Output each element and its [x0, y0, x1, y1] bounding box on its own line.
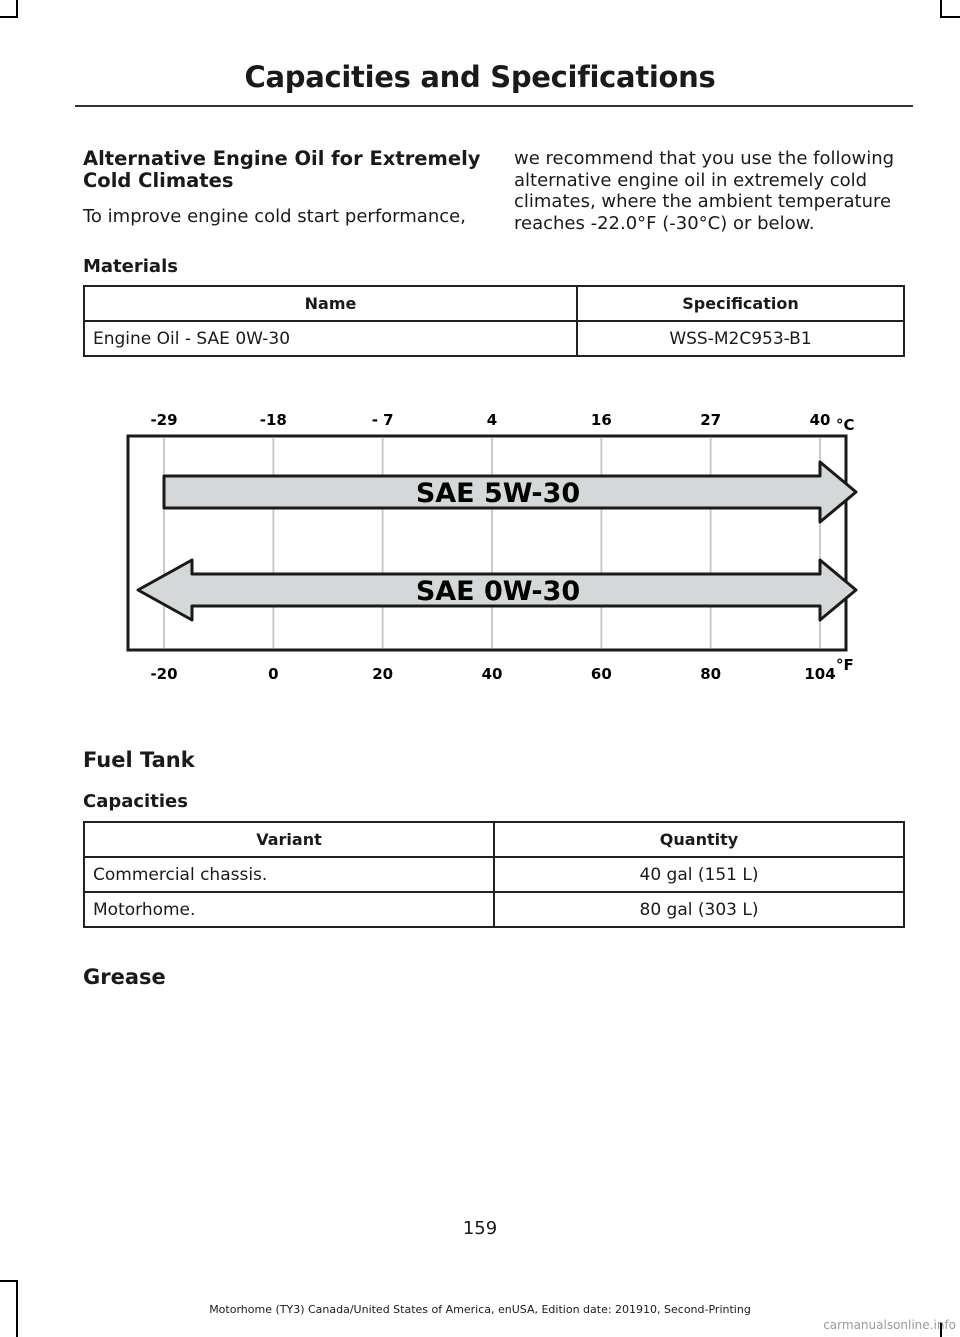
crop-mark — [0, 16, 18, 18]
celsius-tick-label: -29 — [150, 411, 178, 429]
table-row — [84, 321, 904, 356]
fahrenheit-axis — [150, 665, 835, 683]
celsius-axis — [150, 411, 830, 429]
fahrenheit-tick-label: 40 — [481, 665, 503, 683]
fahrenheit-tick-label: 104 — [804, 665, 836, 683]
fahrenheit-tick-label: 60 — [590, 665, 612, 683]
oil-paragraph-right: we recommend that you use the following alternative engine oil in extremely cold climates, where the ambient temperature reaches -22.0°F (-30°C) or below. — [514, 148, 895, 234]
table-cell-variant: Commercial chassis. — [84, 857, 494, 892]
fahrenheit-tick-label: -20 — [150, 665, 178, 683]
fahrenheit-tick-label: 20 — [372, 665, 394, 683]
celsius-tick-label: - 7 — [371, 411, 394, 429]
fahrenheit-tick-label: 80 — [700, 665, 722, 683]
oil-series-label: SAE 5W-30 — [415, 478, 581, 509]
celsius-tick-label: 40 — [809, 411, 831, 429]
celsius-tick-label: 16 — [590, 411, 612, 429]
crop-mark — [942, 16, 960, 18]
table-header-variant: Variant — [84, 822, 494, 857]
table-header-row — [84, 822, 904, 857]
table-cell-specification: WSS-M2C953-B1 — [577, 321, 904, 356]
header-divider — [75, 105, 913, 107]
celsius-unit-label: °C — [836, 416, 855, 434]
materials-label: Materials — [83, 256, 178, 277]
page-footer: Motorhome (TY3) Canada/United States of America, enUSA, Edition date: 201910, Second-Printing — [209, 1303, 751, 1316]
table-row — [84, 892, 904, 927]
table-header-name: Name — [84, 286, 577, 321]
crop-mark — [0, 1280, 18, 1282]
table-header-row — [84, 286, 904, 321]
fuel-tank-title: Fuel Tank — [83, 748, 195, 772]
table-cell-variant: Motorhome. — [84, 892, 494, 927]
table-header-specification: Specification — [577, 286, 904, 321]
oil-section-title: Alternative Engine Oil for Extremely Cold Climates — [83, 147, 481, 192]
fahrenheit-tick-label: 0 — [268, 665, 279, 683]
table-cell-name: Engine Oil - SAE 0W-30 — [84, 321, 577, 356]
celsius-tick-label: -18 — [259, 411, 287, 429]
celsius-tick-label: 4 — [486, 411, 498, 429]
page-header-title: Capacities and Specifications — [244, 60, 716, 94]
table-cell-quantity: 40 gal (151 L) — [494, 857, 904, 892]
capacities-table — [83, 821, 905, 928]
table-header-quantity: Quantity — [494, 822, 904, 857]
watermark: carmanualsonline.info — [823, 1318, 956, 1332]
oil-paragraph-left: To improve engine cold start performance, — [83, 206, 466, 227]
fahrenheit-unit-label: °F — [836, 656, 854, 674]
celsius-tick-label: 27 — [700, 411, 722, 429]
capacities-label: Capacities — [83, 791, 188, 812]
oil-temperature-chart — [120, 400, 880, 690]
oil-series-label: SAE 0W-30 — [415, 576, 581, 607]
table-cell-quantity: 80 gal (303 L) — [494, 892, 904, 927]
materials-table — [83, 285, 905, 357]
chart-frame — [128, 436, 846, 650]
page-number: 159 — [462, 1218, 498, 1239]
grease-title: Grease — [83, 965, 166, 989]
table-row — [84, 857, 904, 892]
